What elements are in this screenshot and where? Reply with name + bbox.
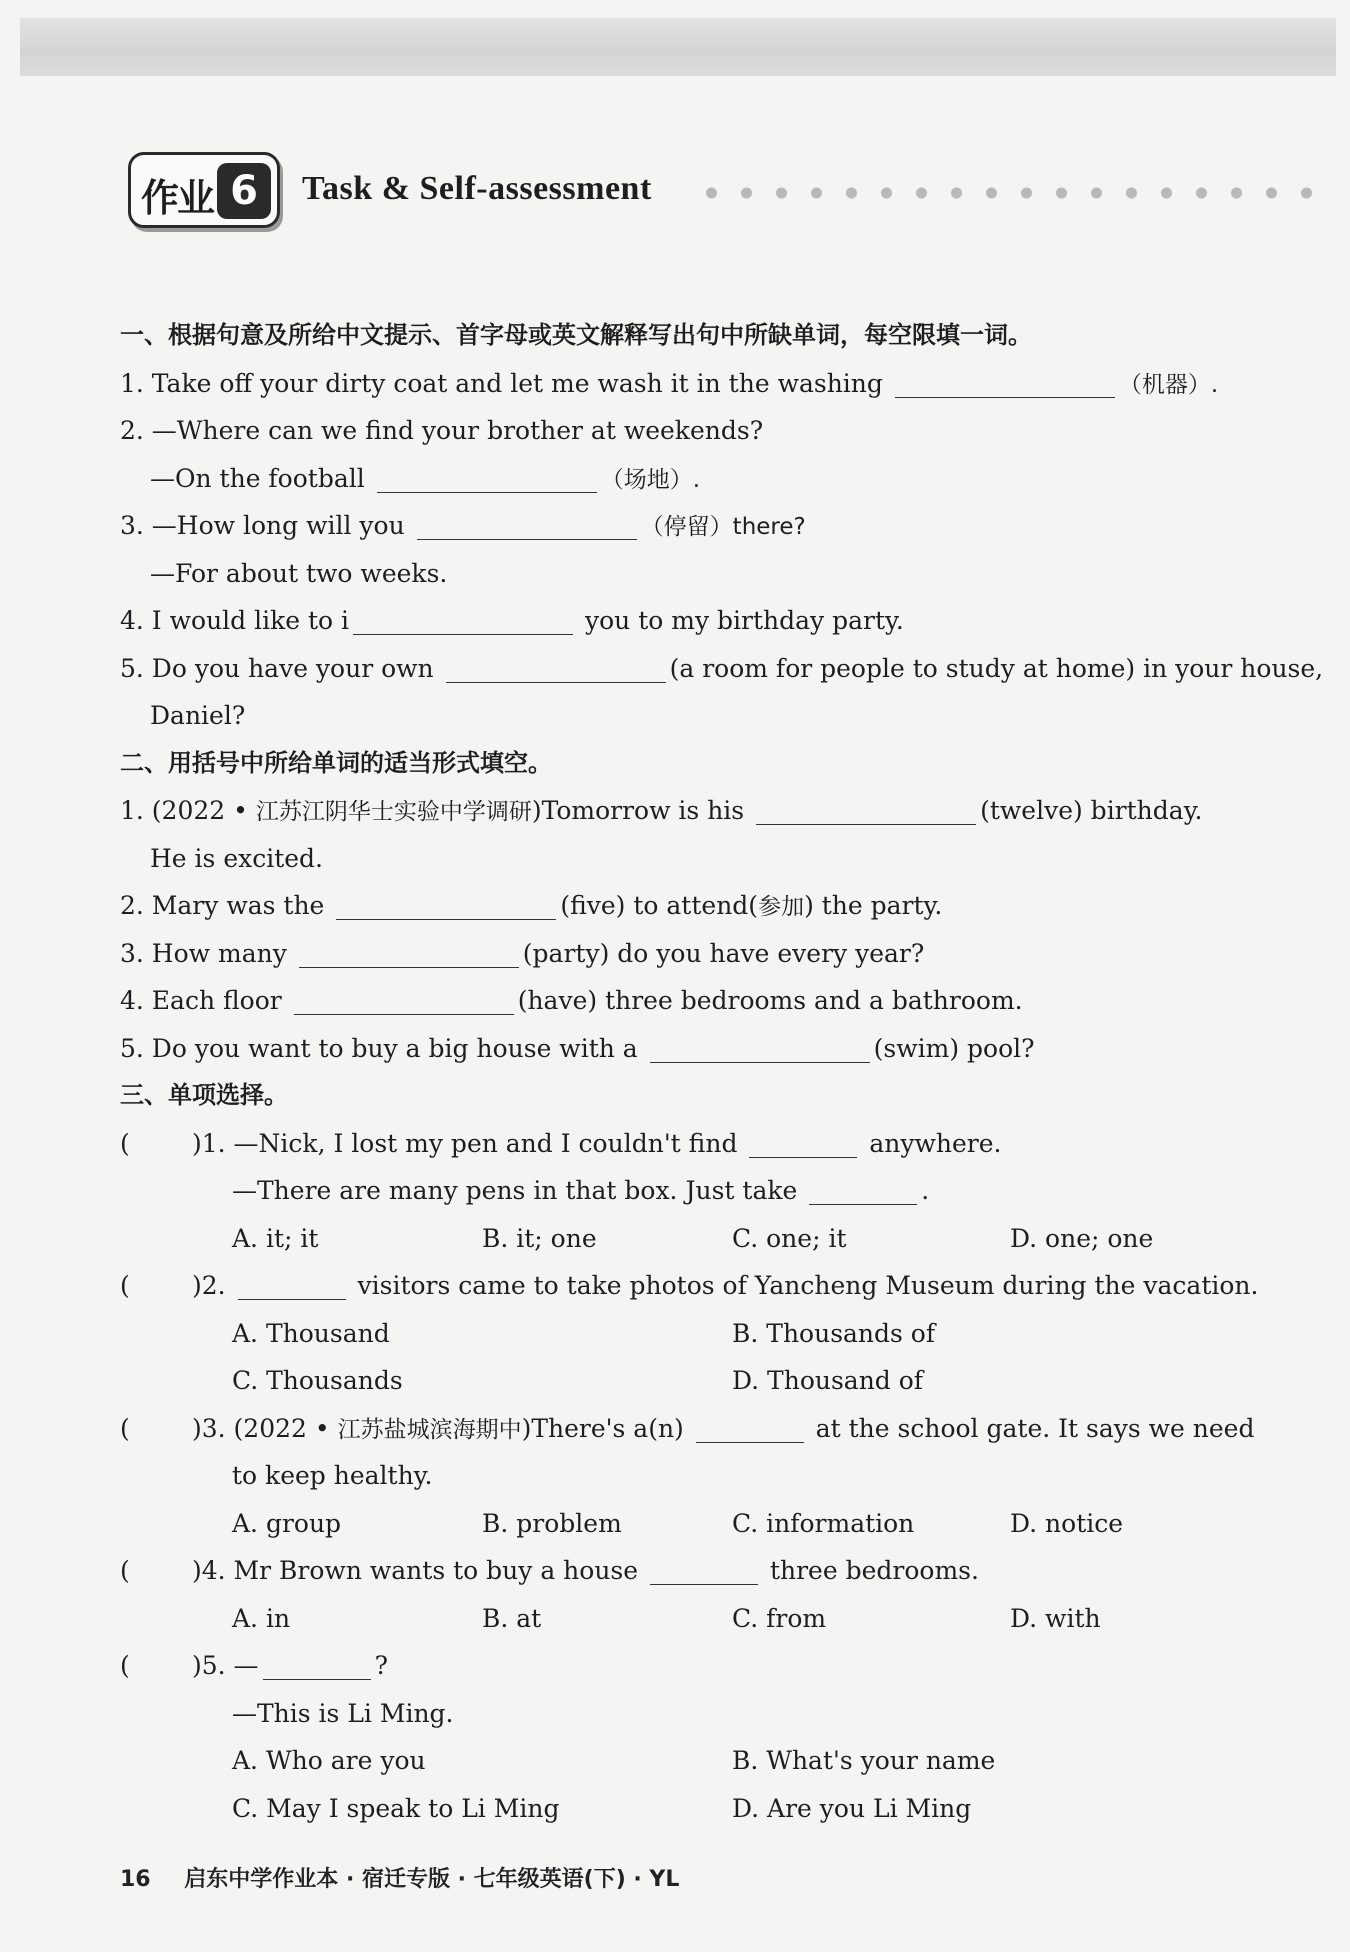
s1-q2-hint: （场地）.: [600, 466, 700, 493]
answer-blank[interactable]: [294, 988, 514, 1015]
answer-blank[interactable]: [650, 1036, 870, 1063]
option-d[interactable]: D. with: [1010, 1603, 1101, 1633]
s3-question-5-line2: —This is Li Ming.: [232, 1698, 454, 1728]
s2-q2-hint: (five) to attend(: [560, 891, 759, 920]
s2-q1-prefix: 1. (2022 •: [120, 796, 256, 825]
answer-blank[interactable]: [696, 1416, 804, 1443]
s2-question-2: [120, 882, 1280, 930]
s2-question-1-cont: He is excited.: [150, 843, 323, 873]
s1-q4-text: 4. I would like to i: [120, 606, 350, 635]
s3-q5-options-row2: [120, 1785, 1280, 1833]
s3-q1-text: )1. —Nick, I lost my pen and I couldn't find: [192, 1128, 738, 1158]
answer-blank[interactable]: [299, 941, 519, 968]
s2-q1-source: 江苏江阴华士实验中学调研: [255, 799, 532, 825]
s3-question-1-line2: [120, 1167, 1280, 1215]
s2-q3-text: 3. How many: [120, 938, 287, 968]
s2-q4-text: 4. Each floor: [120, 986, 282, 1015]
s3-q4-text: )4. Mr Brown wants to buy a house: [192, 1556, 639, 1585]
option-c[interactable]: C. May I speak to Li Ming: [232, 1793, 560, 1823]
s3-q3-source: 江苏盐城滨海期中: [337, 1416, 522, 1443]
answer-blank[interactable]: [353, 608, 573, 635]
s3-q2-num: )2.: [192, 1271, 226, 1300]
footer-book-title: 启东中学作业本 · 宿迁专版 · 七年级英语(下) · YL: [184, 1867, 680, 1892]
s1-q3-hint: （停留）there?: [640, 514, 806, 540]
s3-q2-options-row1: [120, 1310, 1280, 1358]
worksheet-content: [120, 312, 1324, 1832]
page-number: 16: [120, 1867, 151, 1892]
s2-q5-text: 5. Do you want to buy a big house with a: [120, 1033, 638, 1063]
answer-blank[interactable]: [446, 656, 666, 683]
section3-title: 三、单项选择。: [120, 1081, 288, 1109]
badge-label: 作业: [141, 176, 214, 220]
answer-blank[interactable]: [809, 1178, 917, 1205]
s2-question-1: [120, 787, 1280, 835]
option-d[interactable]: D. Are you Li Ming: [732, 1793, 972, 1823]
s1-q5-hint: (a room for people to study at home) in your house,: [669, 653, 1324, 683]
answer-blank[interactable]: [895, 371, 1115, 398]
s3-question-2: [120, 1262, 1280, 1310]
answer-paren[interactable]: (: [120, 1128, 130, 1158]
s3-question-5: [120, 1642, 1280, 1690]
decorative-dot-row: [694, 186, 1334, 200]
s3-q1-options: [120, 1215, 1280, 1263]
answer-blank[interactable]: [650, 1558, 758, 1585]
answer-blank[interactable]: [749, 1131, 857, 1158]
answer-blank[interactable]: [238, 1273, 346, 1300]
s3-question-4: [120, 1547, 1280, 1595]
s3-q2-text: visitors came to take photos of Yancheng Museum during the vacation.: [357, 1271, 1259, 1300]
s2-q2-end: ) the party.: [804, 891, 943, 920]
page-title: Task & Self-assessment: [302, 170, 652, 207]
s1-question-2-reply: [120, 455, 1280, 503]
s3-q1-rest: anywhere.: [869, 1128, 1002, 1158]
answer-blank[interactable]: [756, 798, 976, 825]
section1-title: 一、根据句意及所给中文提示、首字母或英文解释写出句中所缺单词，每空限填一词。: [120, 321, 1032, 349]
option-a[interactable]: A. Who are you: [232, 1746, 426, 1775]
s1-question-5: [120, 645, 1324, 693]
s3-q5-options-row1: [120, 1737, 1280, 1785]
s2-q1-hint: (twelve) birthday.: [980, 796, 1203, 825]
s3-q1-end: .: [921, 1176, 930, 1205]
s3-q4-rest: three bedrooms.: [769, 1556, 979, 1585]
s1-q1-text: 1. Take off your dirty coat and let me wash it in the washing: [120, 368, 883, 398]
s1-q2-reply-text: —On the football: [150, 463, 365, 493]
s3-q2-options-row2: [120, 1357, 1280, 1405]
option-b[interactable]: B. What's your name: [732, 1746, 996, 1775]
s3-q3-options: [120, 1500, 1280, 1548]
s3-question-1: [120, 1120, 1280, 1168]
answer-paren[interactable]: (: [120, 1556, 130, 1585]
option-b[interactable]: B. problem: [482, 1508, 622, 1538]
option-a[interactable]: A. group: [232, 1508, 342, 1538]
answer-blank[interactable]: [377, 466, 597, 493]
option-d[interactable]: D. notice: [1010, 1508, 1124, 1538]
s2-q2-cn: 参加: [758, 894, 805, 920]
s2-q3-hint: (party) do you have every year?: [522, 938, 925, 968]
answer-paren[interactable]: (: [120, 1413, 130, 1443]
page-footer: [120, 1862, 679, 1893]
s3-q3-prefix: )3. (2022 •: [192, 1413, 338, 1443]
option-a[interactable]: A. it; it: [232, 1223, 319, 1253]
option-d[interactable]: D. one; one: [1010, 1223, 1154, 1253]
answer-blank[interactable]: [417, 513, 637, 540]
s2-question-3: [120, 930, 1280, 978]
s2-q4-hint: (have) three bedrooms and a bathroom.: [517, 986, 1023, 1015]
s1-question-3-reply: —For about two weeks.: [150, 558, 448, 588]
option-c[interactable]: C. Thousands: [232, 1366, 403, 1395]
s2-q2-text: 2. Mary was the: [120, 891, 325, 920]
option-c[interactable]: C. one; it: [732, 1223, 847, 1253]
s3-q5-end: ?: [374, 1651, 388, 1680]
s3-q4-options: [120, 1595, 1280, 1643]
s3-q5-num: )5. —: [192, 1651, 259, 1680]
s1-q4-rest: you to my birthday party.: [585, 606, 904, 635]
s1-q1-hint: （机器）.: [1118, 371, 1219, 398]
option-c[interactable]: C. from: [732, 1603, 827, 1633]
option-a[interactable]: A. in: [232, 1603, 291, 1633]
s3-q3-rest: at the school gate. It says we need: [815, 1413, 1255, 1443]
assignment-badge: [128, 152, 280, 228]
answer-paren[interactable]: (: [120, 1271, 130, 1300]
s2-question-5: [120, 1025, 1280, 1073]
s3-q3-text: )There's a(n): [521, 1413, 684, 1443]
option-d[interactable]: D. Thousand of: [732, 1366, 924, 1395]
answer-paren[interactable]: (: [120, 1651, 130, 1680]
option-b[interactable]: B. it; one: [482, 1223, 597, 1253]
option-b[interactable]: B. Thousands of: [732, 1318, 936, 1348]
s3-question-3: [120, 1405, 1280, 1453]
s3-question-3-line2: to keep healthy.: [232, 1461, 433, 1490]
answer-blank[interactable]: [263, 1653, 371, 1680]
option-a[interactable]: A. Thousand: [232, 1318, 390, 1348]
s1-q5-text: 5. Do you have your own: [120, 653, 434, 683]
s3-q1-line2-text: —There are many pens in that box. Just take: [232, 1176, 798, 1205]
badge-number: 6: [217, 163, 271, 219]
s2-q1-text: )Tomorrow is his: [531, 796, 745, 825]
s2-question-4: [120, 977, 1280, 1025]
s1-question-4: [120, 597, 1280, 645]
s1-question-3: [120, 502, 1280, 550]
s2-q5-hint: (swim) pool?: [873, 1033, 1035, 1063]
s1-question-2: 2. —Where can we find your brother at weekends?: [120, 416, 764, 445]
top-scan-band: [20, 18, 1336, 76]
section2-title: 二、用括号中所给单词的适当形式填空。: [120, 748, 552, 777]
answer-blank[interactable]: [336, 893, 556, 920]
s1-q3-text: 3. —How long will you: [120, 511, 405, 540]
s1-question-5-cont: Daniel?: [150, 701, 246, 730]
s1-question-1: [120, 360, 1280, 408]
option-b[interactable]: B. at: [482, 1603, 542, 1633]
assignment-header: [128, 152, 1338, 232]
option-c[interactable]: C. information: [732, 1508, 915, 1538]
